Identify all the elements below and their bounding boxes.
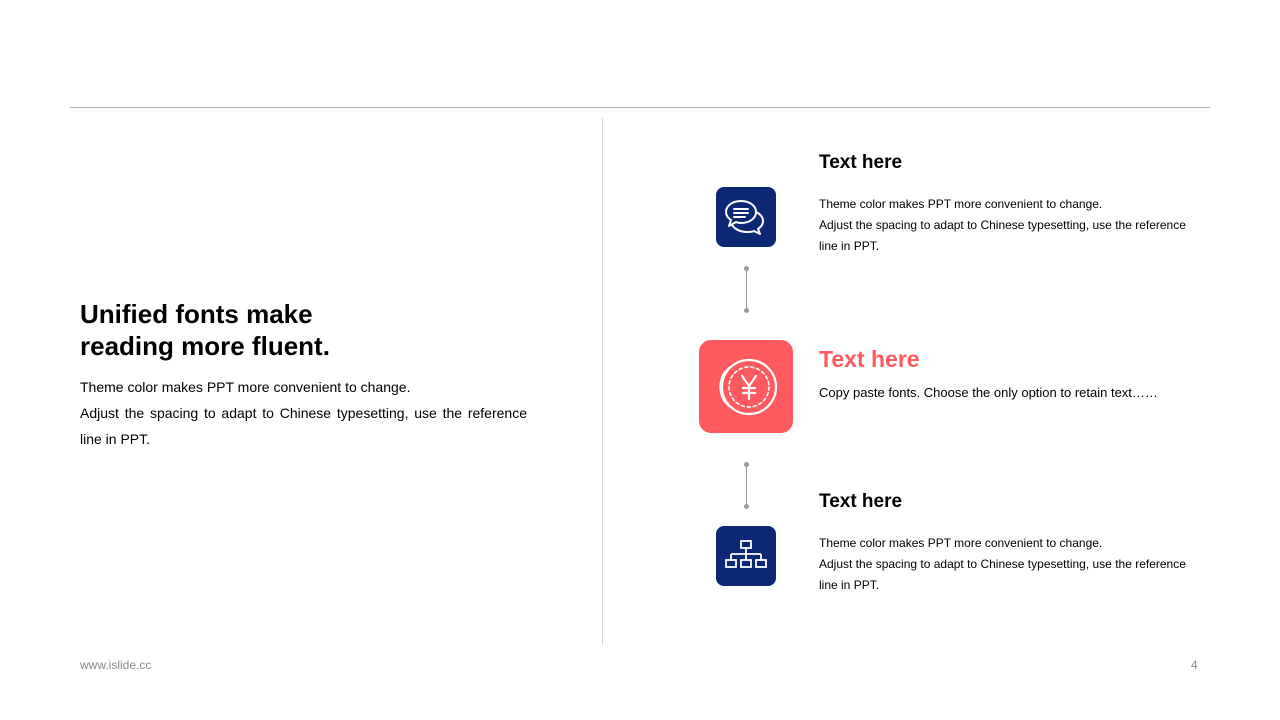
item-3-icon-box[interactable] (716, 526, 776, 586)
left-heading[interactable]: Unified fonts make reading more fluent. (80, 299, 330, 361)
item-2-text[interactable] (819, 383, 1194, 403)
header-divider (70, 107, 1210, 108)
connector-1-bottom-dot (744, 308, 749, 313)
item-2-icon-box[interactable] (699, 340, 793, 433)
left-body-line-1: Theme color makes PPT more convenient to change. (80, 379, 411, 395)
item-2-title[interactable]: Text here (819, 346, 920, 372)
connector-2-line (746, 465, 747, 505)
item-2-line-1: Copy paste fonts. Choose the only option to retain text…… (819, 385, 1158, 400)
org-chart-icon (724, 539, 768, 573)
page-number: 4 (1191, 658, 1198, 672)
vertical-divider (602, 118, 603, 645)
item-3-line-1: Theme color makes PPT more convenient to change. (819, 536, 1103, 550)
chat-bubbles-icon (723, 198, 769, 236)
connector-2-bottom-dot (744, 504, 749, 509)
left-text-block (80, 298, 527, 452)
item-1-icon-box[interactable] (716, 187, 776, 247)
item-1-title[interactable]: Text here (819, 152, 903, 173)
item-1-text[interactable] (819, 194, 1194, 257)
footer-website: www.islide.cc (80, 658, 152, 672)
item-3-title[interactable]: Text here (819, 491, 903, 512)
yen-coin-icon (713, 354, 779, 420)
item-3-text[interactable] (819, 533, 1194, 596)
item-1-line-2: Adjust the spacing to adapt to Chinese typesetting, use the reference line in PPT. (819, 218, 1186, 253)
left-body-line-2: Adjust the spacing to adapt to Chinese typesetting, use the reference line in PPT. (80, 405, 527, 447)
left-body[interactable] (80, 374, 527, 452)
item-1-line-1: Theme color makes PPT more convenient to change. (819, 197, 1103, 211)
connector-1-line (746, 269, 747, 309)
item-3-line-2: Adjust the spacing to adapt to Chinese typesetting, use the reference line in PPT. (819, 557, 1186, 592)
